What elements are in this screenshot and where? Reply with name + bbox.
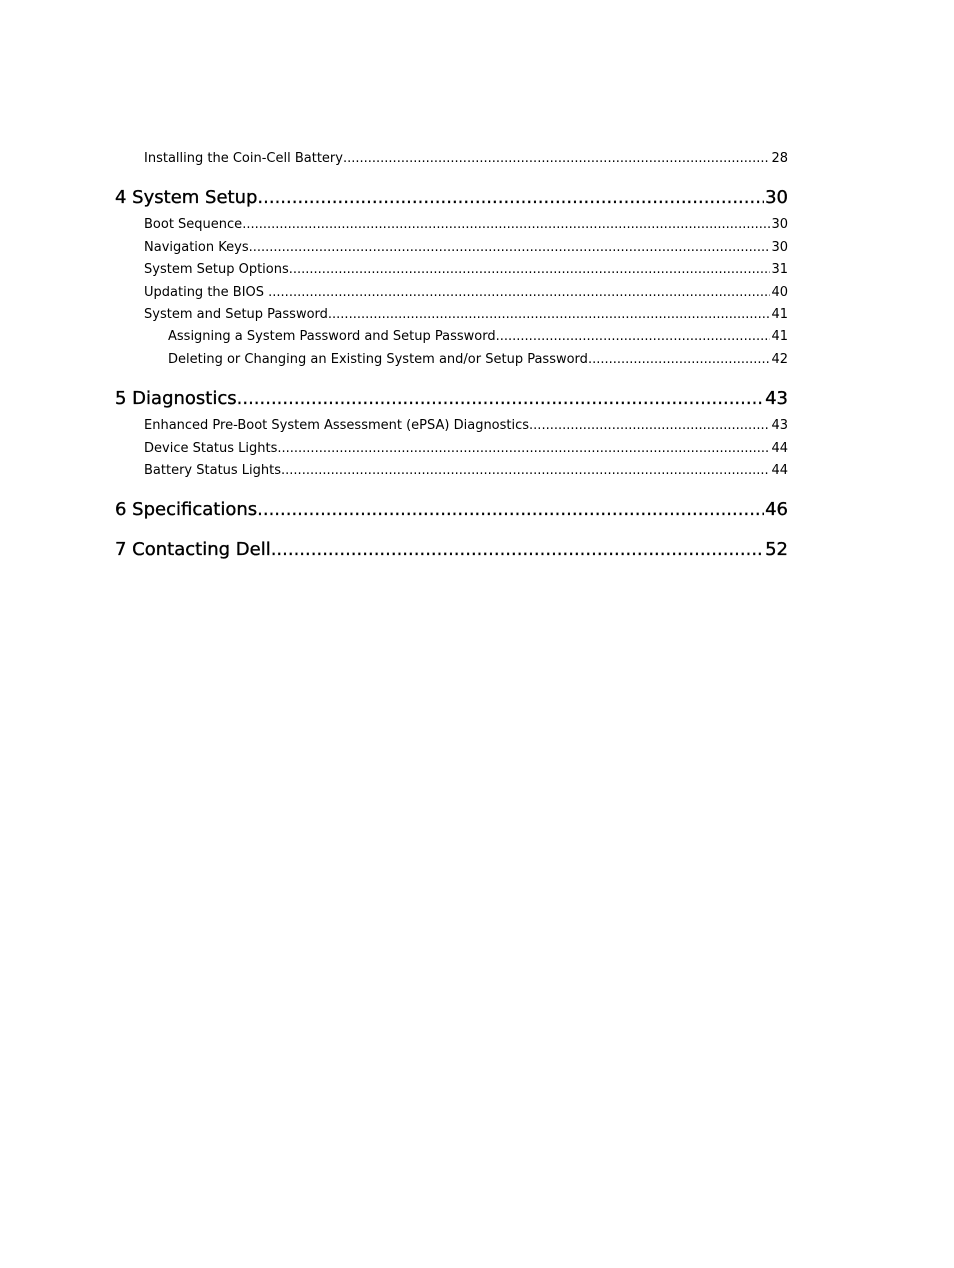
dot-leader	[237, 387, 764, 411]
toc-chapter-page: 46	[765, 499, 788, 521]
toc-entry-title: Deleting or Changing an Existing System and/or Setup Password	[168, 351, 588, 367]
toc-entry-title: Installing the Coin-Cell Battery	[144, 151, 343, 166]
toc-entry-installing-coin-cell-battery[interactable]	[115, 148, 788, 170]
dot-leader	[242, 214, 770, 236]
toc-entry-page: 44	[771, 440, 788, 456]
toc-chapter-diagnostics[interactable]	[115, 387, 788, 411]
toc-entry-updating-bios[interactable]	[115, 282, 788, 304]
toc-entry-title: Updating the BIOS	[144, 284, 269, 300]
dot-leader	[496, 326, 771, 348]
toc-entry-page: 28	[771, 151, 788, 166]
dot-leader	[271, 538, 764, 562]
dot-leader	[281, 460, 770, 482]
toc-entry-title: Device Status Lights	[144, 440, 278, 456]
toc-chapter-page: 30	[765, 187, 788, 209]
dot-leader	[289, 259, 771, 281]
toc-chapter-contacting-dell[interactable]	[115, 538, 788, 562]
toc-entry-title: Navigation Keys	[144, 239, 249, 255]
toc-entry-title: Enhanced Pre-Boot System Assessment (ePSA) Diagnostics	[144, 418, 530, 434]
toc-chapter-title: 5 Diagnostics	[115, 388, 237, 410]
toc-entry-battery-status-lights[interactable]	[115, 460, 788, 482]
toc-chapter-title: 7 Contacting Dell	[115, 539, 271, 561]
toc-entry-page: 40	[771, 284, 788, 300]
toc-chapter-system-setup[interactable]	[115, 186, 788, 210]
toc-entry-boot-sequence[interactable]	[115, 214, 788, 236]
toc-chapter-page: 52	[765, 539, 788, 561]
toc-entry-title: Battery Status Lights	[144, 462, 282, 478]
dot-leader	[277, 438, 770, 460]
toc-entry-navigation-keys[interactable]	[115, 237, 788, 259]
dot-leader	[343, 148, 770, 170]
toc-entry-deleting-changing-password[interactable]	[115, 349, 788, 371]
toc-entry-system-setup-password[interactable]	[115, 304, 788, 326]
dot-leader	[249, 237, 771, 259]
dot-leader	[257, 498, 764, 522]
toc-entry-device-status-lights[interactable]	[115, 438, 788, 460]
toc-entry-page: 42	[771, 351, 788, 367]
toc-entry-page: 30	[771, 239, 788, 255]
toc-entry-page: 43	[771, 418, 788, 434]
toc-chapter-title: 4 System Setup	[115, 187, 258, 209]
toc-entry-title: System and Setup Password	[144, 306, 328, 322]
toc-entry-title: Boot Sequence	[144, 217, 243, 233]
toc-entry-title: System Setup Options	[144, 262, 289, 278]
toc-chapter-page: 43	[765, 388, 788, 410]
table-of-contents	[115, 148, 788, 566]
toc-entry-page: 44	[771, 462, 788, 478]
toc-entry-epsa-diagnostics[interactable]	[115, 415, 788, 437]
dot-leader	[328, 304, 771, 326]
toc-entry-assigning-password[interactable]	[115, 326, 788, 348]
toc-entry-page: 41	[771, 329, 788, 345]
dot-leader	[268, 282, 770, 304]
dot-leader	[588, 349, 771, 371]
toc-entry-page: 30	[771, 217, 788, 233]
toc-chapter-title: 6 Specifications	[115, 499, 258, 521]
dot-leader	[257, 186, 764, 210]
toc-entry-page: 31	[771, 262, 788, 278]
dot-leader	[529, 415, 770, 437]
toc-entry-system-setup-options[interactable]	[115, 259, 788, 281]
toc-chapter-specifications[interactable]	[115, 498, 788, 522]
toc-entry-page: 41	[771, 306, 788, 322]
toc-entry-title: Assigning a System Password and Setup Password	[168, 329, 496, 345]
